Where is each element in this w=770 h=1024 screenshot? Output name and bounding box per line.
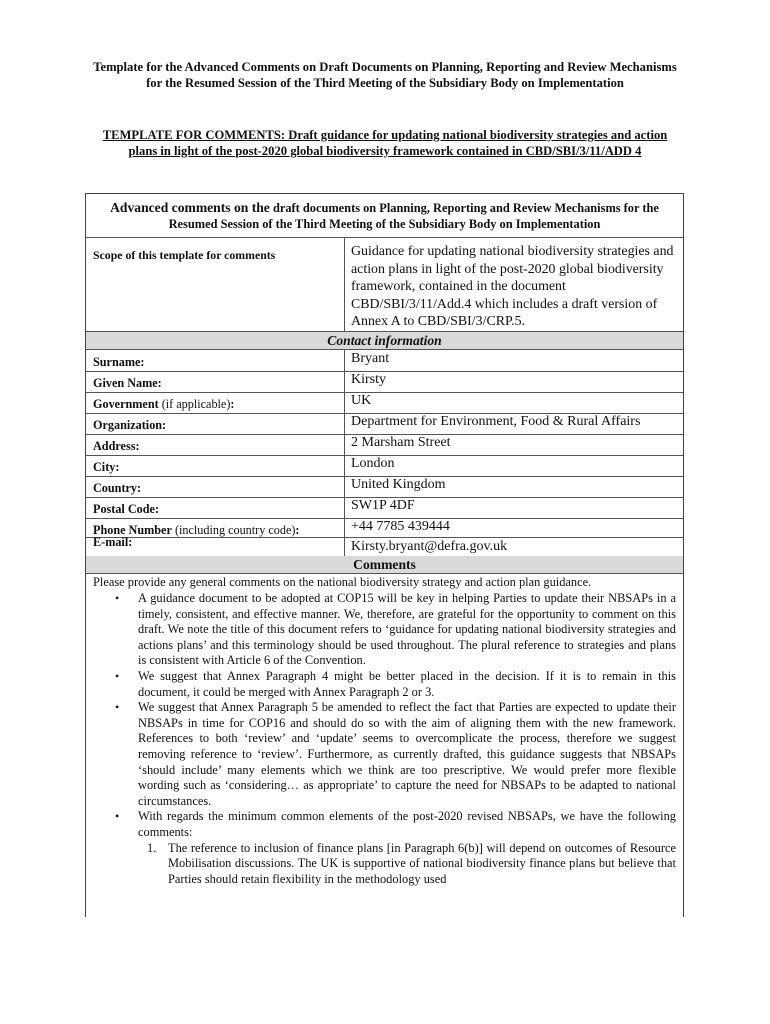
- given-name-value: Kirsty: [351, 372, 386, 387]
- numbered-item-text: The reference to inclusion of finance plans [in Paragraph 6(b)] will depend on outcomes of Resource Mobilisation discussions. The UK is supportive of national biodiversity finance plans but believe that Parties should retain flexibility in the methodology used: [168, 840, 676, 886]
- form-heading-lead: Advanced comments on the: [110, 200, 270, 215]
- form-heading: [86, 200, 683, 233]
- address-label: Address:: [93, 439, 140, 453]
- country-value: United Kingdom: [351, 477, 446, 492]
- postal-code-label: Postal Code:: [93, 502, 160, 516]
- phone-label-note: (including country code): [171, 523, 296, 537]
- bullet-icon: •: [115, 700, 120, 715]
- email-label: E-mail:: [93, 535, 133, 549]
- bullet-icon: •: [115, 668, 120, 683]
- government-value: UK: [351, 393, 372, 408]
- city-row: [86, 455, 683, 476]
- comments-prompt: Please provide any general comments on the national biodiversity strategy and action plan guidance.: [93, 575, 592, 589]
- given-name-label: Given Name:: [93, 376, 162, 390]
- surname-row: [86, 350, 683, 371]
- comment-bullet-4: [86, 809, 683, 887]
- government-label: [93, 397, 234, 412]
- address-value: 2 Marsham Street: [351, 435, 451, 450]
- city-label: City:: [93, 460, 120, 474]
- template-title: TEMPLATE FOR COMMENTS: Draft guidance for updating national biodiversity strategies and action plans in light of the post-2020 global biodiversity framework contained in CBD/SBI/3/11/ADD 4: [102, 128, 668, 158]
- address-row: [86, 434, 683, 455]
- bullet-icon: •: [115, 591, 120, 605]
- postal-code-row: [86, 497, 683, 518]
- government-row: [86, 392, 683, 413]
- comment-bullet-3: [86, 700, 683, 809]
- country-row: [86, 476, 683, 497]
- comments-bullet-list: [86, 591, 683, 887]
- phone-label-colon: :: [295, 523, 300, 537]
- phone-label-text: Phone Number: [93, 523, 172, 537]
- postal-code-value: SW1P 4DF: [351, 498, 415, 513]
- organization-value: Department for Environment, Food & Rural Affairs: [351, 414, 641, 429]
- phone-value: +44 7785 439444: [351, 519, 450, 534]
- comment-text-1: A guidance document to be adopted at COP15 will be key in helping Parties to update their NBSAPs in a timely, consistent, and effective manner. We, therefore, are grateful for the opportunity to comment on this draft. We note the title of this document refers to ‘guidance for updating national biodiversity strategies and actions plans’ and this terminology should be used throughout. The plural reference to strategies and plans is consistent with Article 6 of the Convention.: [138, 591, 676, 668]
- divider: [86, 237, 683, 238]
- numbered-marker: 1.: [147, 840, 157, 855]
- comments-heading: Comments: [86, 556, 683, 573]
- column-divider-scope: [344, 237, 345, 332]
- country-label: Country:: [93, 481, 142, 495]
- email-value: Kirsty.bryant@defra.gov.uk: [351, 539, 508, 554]
- government-label-note: (if applicable): [158, 397, 231, 411]
- government-label-text: Government: [93, 397, 159, 411]
- organization-label: Organization:: [93, 418, 167, 432]
- comment-text-2: We suggest that Annex Paragraph 4 might be better placed in the decision. If it is to remain in this document, it could be merged with Annex Paragraph 2 or 3.: [138, 668, 676, 699]
- comment-text-4: With regards the minimum common elements of the post-2020 revised NBSAPs, we have the following comments:: [138, 809, 676, 839]
- scope-label: Scope of this template for comments: [93, 248, 276, 262]
- numbered-item-1: [138, 841, 676, 888]
- city-value: London: [351, 456, 395, 471]
- divider: [86, 573, 683, 574]
- comment-text-3: We suggest that Annex Paragraph 5 be amended to reflect the fact that Parties are expected to update their NBSAPs in time for COP16 and should do so with the aim of aligning them with the new framework. References to both ‘review’ and ‘update’ seems to overcomplicate the process, therefore we suggest removing reference to ‘review’. Furthermore, as currently drafted, this guidance suggests that NBSAPs ‘should include’ many elements which we think are too prescriptive. We would prefer more flexible wording such as ‘considering… as appropriate’ to capture the need for NBSAPs to be adapted to national circumstances.: [138, 700, 676, 808]
- comment-bullet-1: [86, 591, 683, 669]
- organization-row: [86, 413, 683, 434]
- email-row: [86, 535, 683, 556]
- bullet-icon: •: [115, 809, 120, 824]
- comment-bullet-2: [86, 669, 683, 700]
- document-title: Template for the Advanced Comments on Draft Documents on Planning, Reporting and Review Mechanisms for the Resumed Session of the Third Meeting of the Subsidiary Body on Implementation: [93, 60, 677, 91]
- government-label-colon: :: [230, 397, 235, 411]
- given-name-row: [86, 371, 683, 392]
- numbered-sublist: [138, 841, 676, 888]
- surname-value: Bryant: [351, 351, 390, 366]
- form-heading-rest: draft documents on Planning, Reporting and Review Mechanisms for the Resumed Session of the Third Meeting of the Subsidiary Body on Implementation: [168, 201, 659, 232]
- scope-value: Guidance for updating national biodiversity strategies and action plans in light of the post-2020 global biodiversity framework, contained in the document CBD/SBI/3/11/Add.4 which includes a draft version of Annex A to CBD/SBI/3/CRP.5.: [351, 244, 674, 329]
- contact-information-heading: Contact information: [86, 332, 683, 349]
- surname-label: Surname:: [93, 355, 145, 369]
- comments-form-table: [85, 193, 684, 917]
